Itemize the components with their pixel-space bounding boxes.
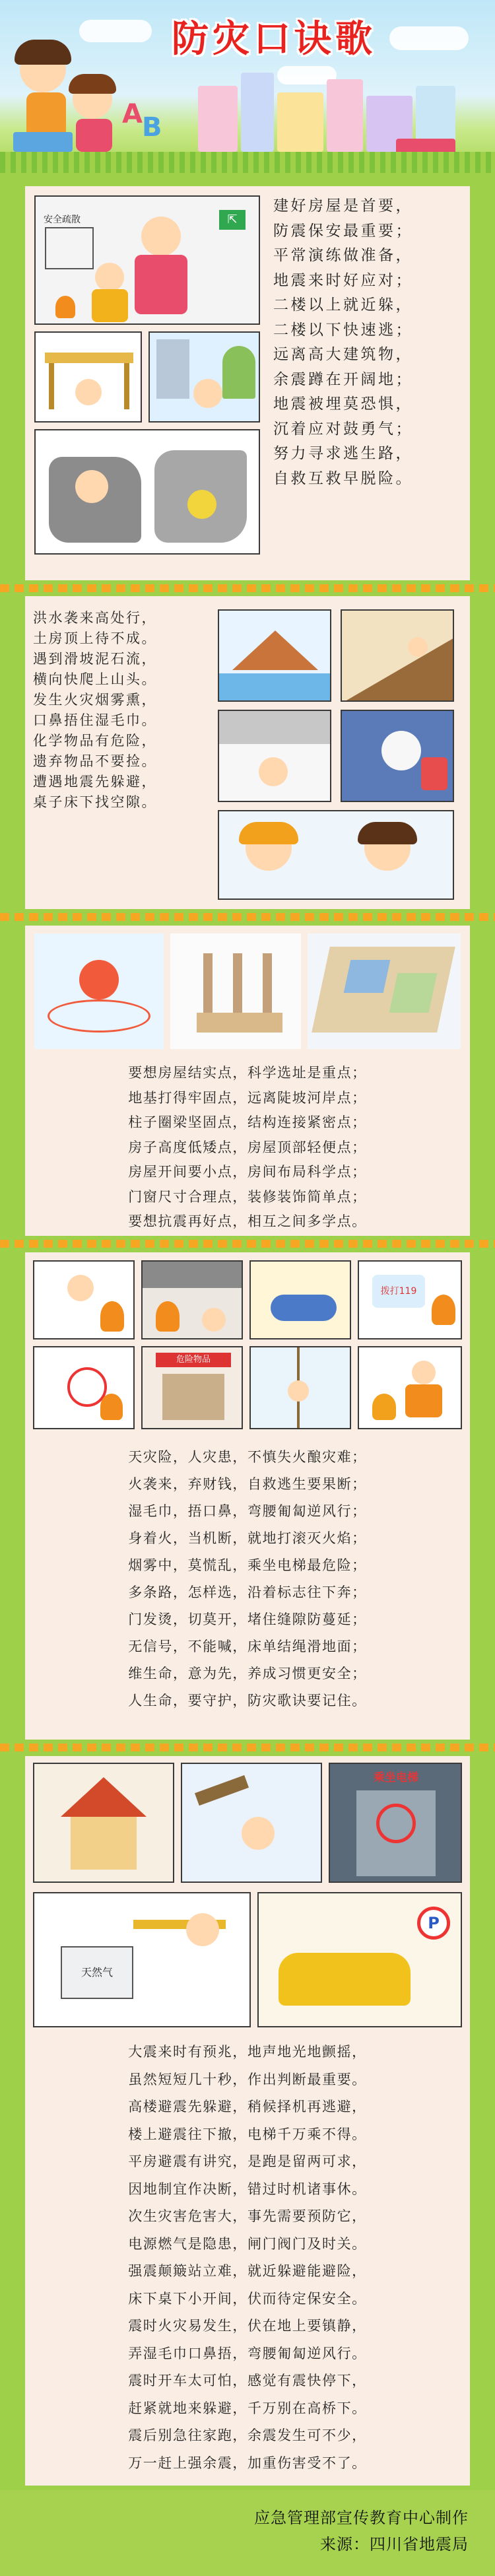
poem-line: 天灾险，人灾患，不慎失火酿灾难； [128,1449,367,1465]
child-hair [15,40,71,65]
roll-on-ground-illustration [249,1260,351,1339]
pillar-illustration [203,953,213,1013]
poem-line: 横向快爬上山头。 [33,671,157,687]
books-illustration [13,132,73,152]
car-illustration [279,1953,411,2006]
poem-line: 地震被埋莫恐惧， [273,395,413,413]
child-hair [358,822,417,844]
person-with-towel-illustration [259,757,288,786]
poem-line: 二楼以下快速逃； [273,321,413,339]
shaking-house-illustration [33,1763,174,1883]
falling-beam [195,1775,249,1806]
house-wall [71,1817,137,1870]
child-hair [239,822,298,844]
poem-line: 遭遇地震先躲避， [33,774,157,790]
climbing-person-illustration [408,637,428,657]
shop-sign-label: 危险物品 [156,1353,231,1367]
student-illustration [95,263,124,292]
hazard-warning-icon [381,731,421,770]
section-divider [0,1240,495,1248]
poem-line: 虽然短短几十秒，作出判断最重要。 [128,2071,367,2087]
chemical-container-icon [421,757,447,790]
poem-section-1 [273,194,413,491]
abc-letters-decoration: B [142,112,162,143]
student-body [92,289,128,322]
location-ring [48,1000,150,1033]
smoke-illustration [219,711,331,744]
footer [0,2490,495,2576]
poem-line: 地基打得牢固点，远离陡坡河岸点； [128,1089,367,1106]
gas-meter-label: 天然气 [61,1946,133,1999]
poem-line: 要想房屋结实点，科学选址是重点； [128,1065,367,1081]
chemical-hazard-illustration [341,710,454,802]
foundation-base [197,1013,282,1033]
poem-line: 烟雾中，莫慌乱，乘坐电梯最危险； [128,1557,367,1573]
fire-icon [372,1394,396,1420]
poem-line: 余震蹲在开阔地； [273,370,413,388]
no-lighter-illustration [33,1346,135,1429]
grass-decoration [0,152,495,173]
section-fire-safety [25,1252,470,1740]
poem-line: 房屋开间要小点，房间布局科学点； [128,1164,367,1180]
poem-line: 电源燃气是隐患，闸门阀门及时关。 [128,2235,367,2252]
poem-line: 平常演练做准备， [273,247,413,264]
poem-line: 桌子床下找空隙。 [33,794,157,810]
exit-sign-icon: ⇱ [219,210,246,230]
location-pin-icon [79,960,119,1000]
falling-debris-illustration [181,1763,322,1883]
foundation-pillars-illustration [170,933,301,1049]
poem-line: 远离高大建筑物， [273,346,413,363]
poem-line: 要想抗震再好点，相互之间多学点。 [128,1213,367,1229]
window-illustration [45,227,94,269]
poem-line: 强震颠簸站立难，就近躲避能避险， [128,2263,367,2279]
room-illustration [344,960,391,993]
house-illustration [241,73,274,152]
fire-icon [432,1295,455,1325]
fire-icon [55,296,75,318]
poem-line: 发生火灾烟雾熏， [33,692,157,708]
stop-car-illustration [257,1892,462,2027]
page-title: 防灾口诀歌 [172,18,376,61]
poem-line: 二楼以上就近躲， [273,296,413,314]
landslide-illustration [341,609,454,702]
site-selection-illustration [34,933,164,1049]
child-body [76,119,112,152]
poem-section-4 [25,1444,470,1714]
table-leg [49,363,54,409]
floor-plan-illustration [308,933,461,1049]
parking-sign-icon: P [417,1907,450,1940]
poem-line: 平房避震有讲究，是跑是留两可求， [128,2153,367,2169]
poem-line: 弄湿毛巾口鼻捂，弯腰匍匐逆风行。 [128,2345,367,2361]
teacher-illustration [141,217,181,256]
poem-line: 震时火灾易发生，伏在地上要镇静， [128,2318,367,2334]
poem-line: 因地制宜作决断，错过时机诸事休。 [128,2181,367,2197]
poem-line: 多条路，怎样选，沿着标志往下奔； [128,1584,367,1600]
earthquake-hide-illustration [218,810,454,900]
poem-line: 身着火，当机断，就地打滚灭火焰； [128,1530,367,1546]
poem-line: 湿毛巾，捂口鼻，弯腰匍匐逆风行； [128,1503,367,1519]
poem-line: 高楼避震先躲避，稍候择机再逃避， [128,2099,367,2115]
house-illustration [198,86,238,152]
poem-line: 柱子圈梁坚固点，结构连接紧密点； [128,1114,367,1130]
evacuation-illustration [34,195,260,325]
slope-illustration [342,637,454,702]
section-building-safety [25,926,470,1236]
header-banner [0,0,495,173]
poem-line: 维生命，意为先，养成习惯更安全； [128,1666,367,1681]
house-illustration [277,92,323,152]
poem-line: 自救互救早脱险。 [273,469,413,487]
poem-line: 建好房屋是首要， [273,197,413,215]
fire-icon [100,1301,124,1332]
pillar-illustration [263,953,272,1013]
table-leg [124,363,129,409]
person-illustration [288,1380,309,1402]
call-119-illustration [358,1260,462,1339]
pillar-illustration [233,953,242,1013]
poem-line: 化学物品有危险， [33,733,157,749]
firefighter-illustration [412,1361,436,1384]
buried-rescue-illustration [34,429,260,555]
poem-line: 无信号，不能喊，床单结绳滑地面； [128,1639,367,1654]
section-natural-disasters [25,596,470,909]
poem-line: 门窗尺寸合理点，装修装饰简单点； [128,1188,367,1205]
shop-illustration [162,1374,224,1420]
elevator-sign-label: 乘坐电梯 [374,1771,418,1784]
gas-valve-illustration [33,1892,251,2027]
section-divider [0,1744,495,1751]
evacuation-sign-label: 安全疏散 [44,215,81,225]
section-divider [0,584,495,592]
section-major-earthquake [25,1756,470,2486]
poem-line: 门发烫，切莫开，堵住缝隙防蔓延； [128,1611,367,1627]
poem-line: 人生命，要守护，防灾歌诀要记住。 [128,1693,367,1709]
abc-letters-decoration: A [122,99,143,129]
crouch-outside-illustration [148,331,260,423]
rope-escape-illustration [249,1346,351,1429]
prohibited-icon [376,1804,416,1843]
cloud-decoration [389,26,469,50]
poem-line: 努力寻求逃生路， [273,445,413,462]
poem-line: 大震来时有预兆，地声地光地颤摇， [128,2044,367,2060]
table-illustration [45,353,133,363]
poem-line: 遗弃物品不要捡。 [33,753,157,769]
poem-section-2 [33,608,157,813]
section-divider [0,913,495,921]
smoke-crawl-illustration [141,1260,243,1339]
poem-line: 口鼻捂住湿毛巾。 [33,712,157,728]
poem-line: 床下桌下小开间，伏而待定保安全。 [128,2290,367,2307]
roof-illustration [232,630,318,670]
cloud-decoration [79,20,152,42]
firefighter-body [405,1384,442,1417]
child-illustration [75,379,102,405]
rescuer-helmet-icon [187,490,216,519]
flood-water [219,673,331,702]
poem-line: 防震保安最重要； [273,222,413,240]
hand-illustration [186,1913,219,1946]
tree-illustration [222,346,255,399]
flood-roof-illustration [218,609,331,702]
poem-line: 土房顶上待不成。 [33,630,157,646]
poem-section-3 [25,1061,470,1235]
poem-line: 赶紧就地来躲避，千万别在高桥下。 [128,2400,367,2416]
child-illustration [193,379,222,408]
poem-line: 沉着应对鼓勇气； [273,420,413,438]
person-illustration [67,1275,94,1301]
hazard-shop-illustration [141,1346,243,1429]
roof-illustration [61,1777,147,1817]
person-illustration [202,1308,226,1332]
no-elevator-illustration [329,1763,462,1883]
fire-icon [156,1301,180,1332]
producer-credit: 应急管理部宣传教育中心制作 [254,2509,469,2527]
poem-section-5 [25,2039,470,2477]
running-fire-illustration [33,1260,135,1339]
hide-under-table-illustration [34,331,142,423]
trapped-person-illustration [75,470,108,503]
rolling-person-illustration [271,1295,337,1321]
poem-line: 楼上避震往下撤，电梯千万乘不得。 [128,2126,367,2142]
source-credit: 来源：四川省地震局 [320,2535,469,2554]
poem-line: 震时开车太可怕，感觉有震快停下， [128,2373,367,2389]
poem-line: 地震来时好应对； [273,271,413,289]
poem-line: 火袭来，弃财钱，自救逃生要果断； [128,1476,367,1492]
person-illustration [242,1817,275,1850]
poem-line: 洪水袭来高处行， [33,610,157,626]
building-illustration [156,339,189,399]
poster-119: 拨打119 [372,1275,425,1308]
section-earthquake-basics [25,186,470,580]
poem-line: 震后别急往家跑，余震发生可不少， [128,2427,367,2443]
room-illustration [389,973,438,1013]
fire-icon [100,1394,123,1420]
extinguisher-illustration [358,1346,462,1429]
poem-line: 遇到滑坡泥石流， [33,651,157,667]
poem-line: 万一赶上强余震，加重伤害受不了。 [128,2455,367,2471]
child-hair [69,74,116,94]
fire-smoke-illustration [218,710,331,802]
house-illustration [327,79,363,152]
teacher-body [135,255,187,314]
smoke-illustration [143,1262,243,1288]
poem-line: 房子高度低矮点，房屋顶部轻便点； [128,1139,367,1155]
poem-line: 次生灾害危害大，事先需要预防它， [128,2208,367,2224]
